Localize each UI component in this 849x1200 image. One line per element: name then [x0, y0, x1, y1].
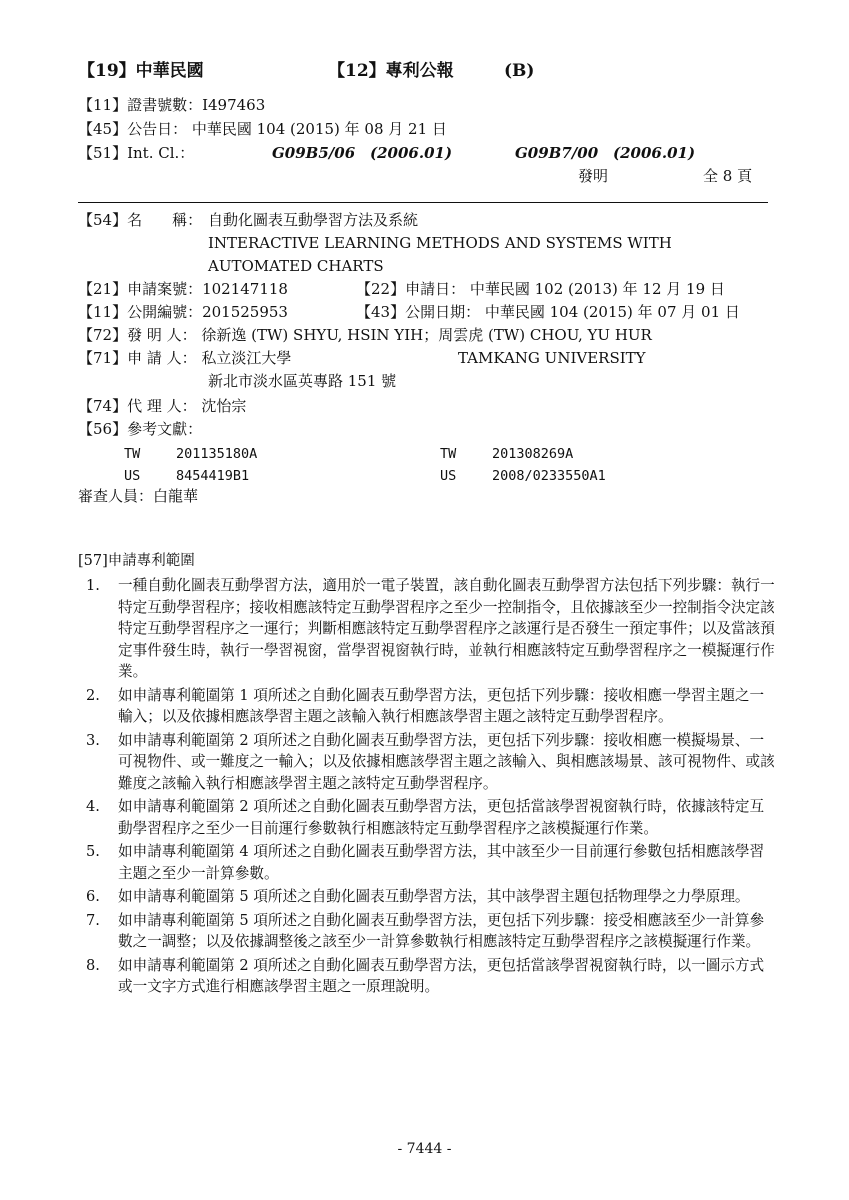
- applicant: 【71】申 請 人： 私立淡江大學: [78, 349, 292, 367]
- application-number: 【21】申請案號：102147118: [78, 280, 288, 298]
- doc-code-label: (B): [504, 61, 535, 81]
- claim-item: [78, 910, 778, 953]
- int-cl-code-2: G09B7/00: [515, 144, 599, 162]
- announce-date: 【45】公告日： 中華民國 104 (2015) 年 08 月 21 日: [78, 120, 447, 138]
- doc-kind-label: 【12】專利公報: [328, 61, 454, 81]
- claim-text: 如申請專利範圍第 5 項所述之自動化圖表互動學習方法，其中該學習主題包括物理學之力學原理。: [118, 888, 750, 905]
- int-cl-label: 【51】Int. Cl.：: [78, 144, 195, 162]
- claim-item: [78, 730, 778, 795]
- claims-heading: [57]申請專利範圍: [78, 553, 195, 569]
- claim-number: 7.: [86, 911, 100, 929]
- int-cl-version-2: (2006.01): [613, 144, 696, 162]
- claim-text: 如申請專利範圍第 2 項所述之自動化圖表互動學習方法，更包括下列步驟：接收相應一模擬場景、一可視物件、或一難度之一輸入；以及依據相應該學習主題之該輸入、與相應該場景、該可視物件、或該難度之該輸入執行相應該學習主題之該特定互動學習程序。: [118, 731, 775, 792]
- claim-text: 一種自動化圖表互動學習方法，適用於一電子裝置，該自動化圖表互動學習方法包括下列步驟：執行一特定互動學習程序；接收相應該特定互動學習程序之至少一控制指令，且依據該至少一控制指令決定該特定互動學習程序之一運行；判斷相應該特定互動學習程序之該運行是否發生一預定事件；以及當該預定事件發生時，執行一學習視窗，當學習視窗執行時，並執行相應該特定互動學習程序之一模擬運行作業。: [118, 577, 775, 680]
- claim-text: 如申請專利範圍第 1 項所述之自動化圖表互動學習方法，更包括下列步驟：接收相應一學習主題之一輸入；以及依據相應該學習主題之該輸入執行相應該學習主題之該特定互動學習程序。: [118, 686, 765, 725]
- claim-item: [78, 796, 778, 839]
- claim-item: [78, 841, 778, 884]
- applicant-address: 新北市淡水區英專路 151 號: [208, 372, 397, 390]
- inventors: 【72】發 明 人： 徐新逸 (TW) SHYU, HSIN YIH；周雲虎 (TW) CHOU, YU HUR: [78, 326, 652, 344]
- country-label: 【19】中華民國: [78, 61, 204, 81]
- certificate-number: 【11】證書號數：I497463: [78, 96, 266, 114]
- claim-text: 如申請專利範圍第 4 項所述之自動化圖表互動學習方法，其中該至少一目前運行參數包括相應該學習主題之至少一計算參數。: [118, 843, 765, 882]
- claim-item: [78, 886, 778, 908]
- page-number: - 7444 -: [397, 1141, 452, 1157]
- claim-number: 8.: [86, 956, 100, 974]
- int-cl-code-1: G09B5/06: [272, 144, 356, 162]
- applicant-en: TAMKANG UNIVERSITY: [458, 349, 646, 367]
- patent-type: 發明: [578, 167, 609, 185]
- reference-country: US: [124, 468, 141, 484]
- title-en-line-2: AUTOMATED CHARTS: [208, 257, 384, 275]
- claim-text: 如申請專利範圍第 2 項所述之自動化圖表互動學習方法，更包括當該學習視窗執行時，以一圖示方式或一文字方式進行相應該學習主題之一原理說明。: [118, 956, 765, 995]
- claim-item: [78, 575, 778, 683]
- total-pages: 全 8 頁: [703, 167, 753, 185]
- title-zh: 自動化圖表互動學習方法及系統: [208, 211, 419, 229]
- claim-number: 3.: [86, 731, 100, 749]
- claim-number: 6.: [86, 888, 100, 905]
- reference-number: 201308269A: [492, 446, 574, 462]
- reference-country: US: [440, 468, 457, 484]
- application-date: 【22】申請日： 中華民國 102 (2013) 年 12 月 19 日: [356, 280, 725, 298]
- reference-number: 2008/0233550A1: [492, 468, 606, 484]
- claim-text: 如申請專利範圍第 2 項所述之自動化圖表互動學習方法，更包括當該學習視窗執行時，依據該特定互動學習程序之至少一目前運行參數執行相應該特定互動學習程序之該模擬運行作業。: [118, 798, 765, 837]
- header-divider: [78, 202, 768, 203]
- references-label: 【56】參考文獻：: [78, 420, 203, 438]
- reference-number: 201135180A: [176, 446, 258, 462]
- claim-number: 4.: [86, 798, 100, 815]
- claim-item: [78, 685, 778, 728]
- publication-number: 【11】公開編號：201525953: [78, 303, 288, 321]
- reference-number: 8454419B1: [176, 468, 250, 484]
- claim-item: [78, 955, 778, 998]
- agent: 【74】代 理 人： 沈怡宗: [78, 397, 247, 415]
- examiner: 審查人員：白龍華: [78, 487, 199, 505]
- title-en-line-1: INTERACTIVE LEARNING METHODS AND SYSTEMS WITH: [208, 234, 672, 252]
- int-cl-version-1: (2006.01): [370, 144, 453, 162]
- claim-number: 5.: [86, 843, 100, 860]
- claim-number: 1.: [86, 577, 100, 594]
- reference-country: TW: [124, 446, 141, 462]
- claims-section: [78, 552, 778, 1000]
- publication-date: 【43】公開日期： 中華民國 104 (2015) 年 07 月 01 日: [356, 303, 740, 321]
- claim-text: 如申請專利範圍第 5 項所述之自動化圖表互動學習方法，更包括下列步驟：接受相應該至少一計算參數之一調整；以及依據調整後之該至少一計算參數執行相應該特定互動學習程序之該模擬運行作業。: [118, 911, 765, 950]
- reference-country: TW: [440, 446, 457, 462]
- title-label: 【54】名 稱：: [78, 211, 203, 229]
- claim-number: 2.: [86, 686, 100, 704]
